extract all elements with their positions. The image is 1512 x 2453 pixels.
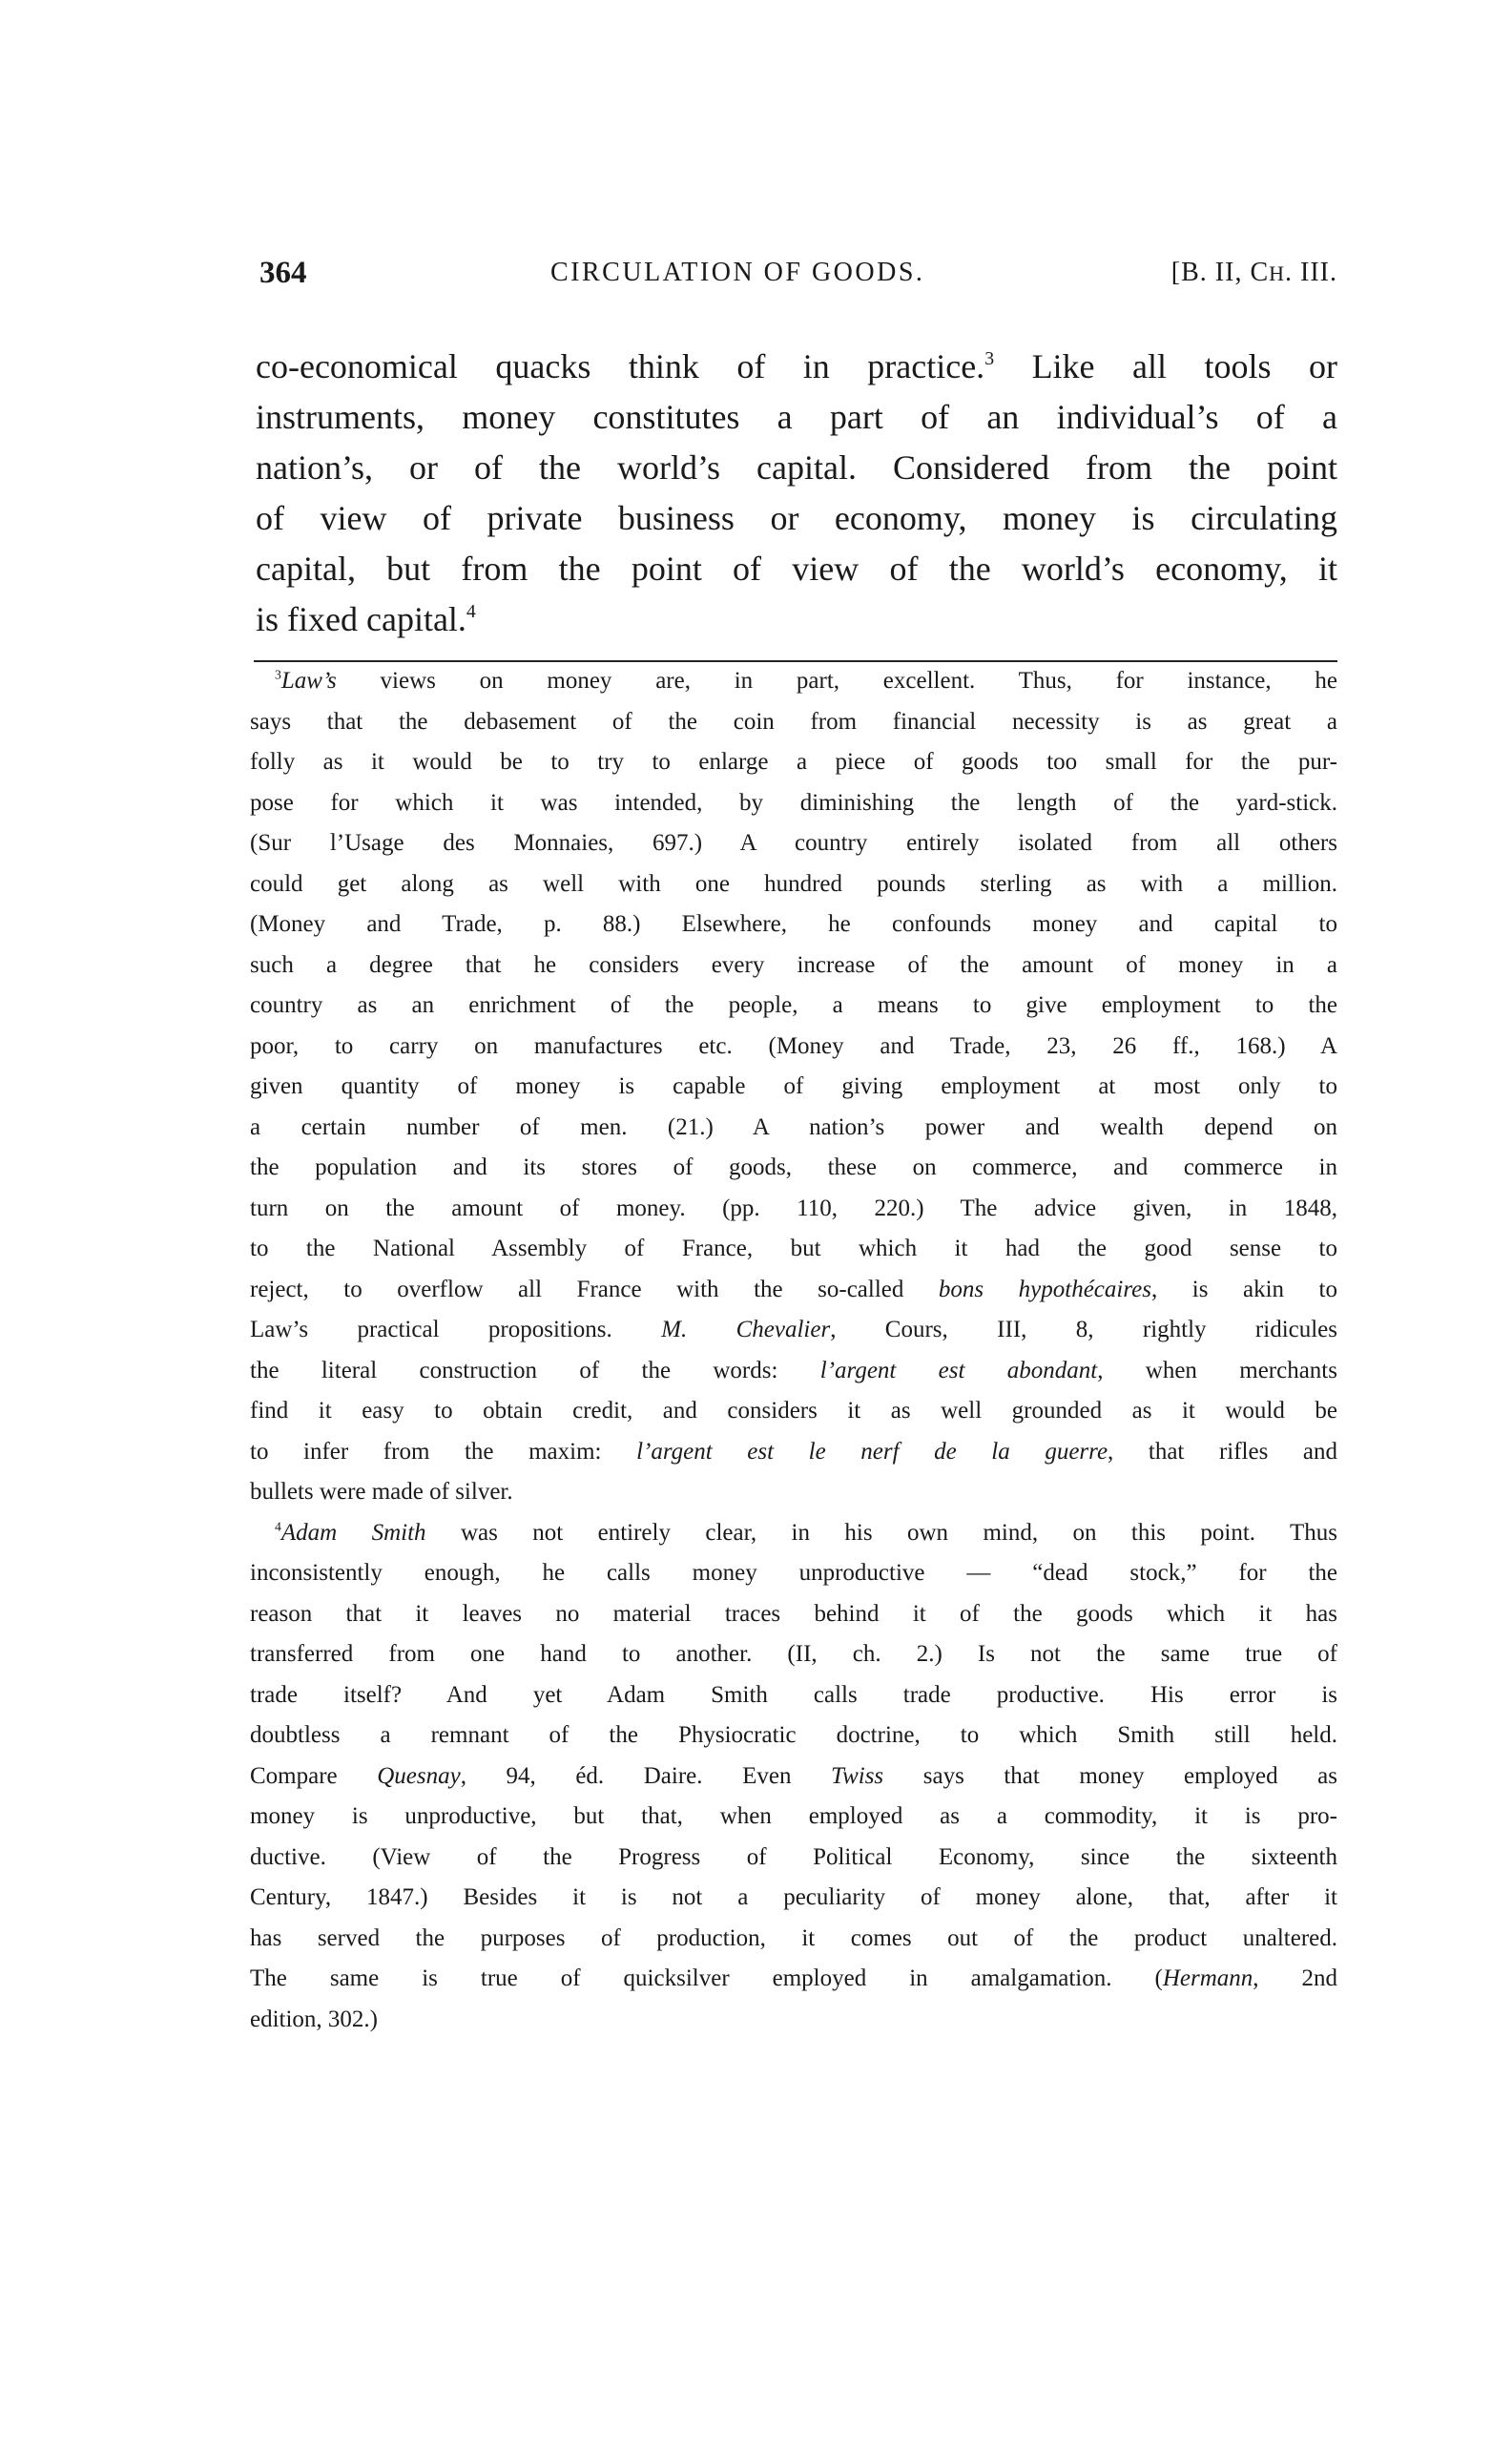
footnote-4-line <box>250 1513 1337 1554</box>
footnote-ref-4[interactable]: 4 <box>466 601 476 623</box>
body-line: instruments, money constitutes a part of an individual’s of a <box>256 398 1337 436</box>
text: to infer from the maxim: <box>250 1438 637 1465</box>
footnote-4-line: Century, 1847.) Besides it is not a peculiarity of money alone, that, after it <box>250 1884 1337 1910</box>
section-smallcap: H <box>1269 261 1286 285</box>
text: , 2nd <box>1253 1965 1338 1991</box>
footnote-3-line: turn on the amount of money. (pp. 110, 220.) The advice given, in 1848, <box>250 1195 1337 1221</box>
section-suffix: . III. <box>1285 258 1337 287</box>
footnote-4-line <box>250 1959 1337 2000</box>
page-number: 364 <box>259 256 307 290</box>
text: Like all tools or <box>994 347 1337 385</box>
text: was not entirely clear, in his own mind, on this point. Thus <box>425 1519 1337 1546</box>
chapter-title: CIRCULATION OF GOODS. <box>550 258 925 287</box>
author-name: Adam Smith <box>280 1519 426 1546</box>
footnote-4-line: reason that it leaves no material traces behind it of the goods which it has <box>250 1600 1337 1627</box>
author-name: Quesnay <box>377 1762 461 1789</box>
footnote-3-line: (Sur l’Usage des Monnaies, 697.) A country entirely isolated from all others <box>250 830 1337 856</box>
footnote-3-line: bullets were made of silver. <box>250 1479 513 1505</box>
body-line: of view of private business or economy, money is circulating <box>256 499 1337 537</box>
italic-term: bons hypothécaires <box>938 1276 1151 1302</box>
footnote-3-line <box>250 1432 1337 1473</box>
footnote-4-line: inconsistently enough, he calls money unproductive — “dead stock,” for the <box>250 1560 1337 1586</box>
body-line: capital, but from the point of view of the world’s economy, it <box>256 550 1337 588</box>
text: , that rifles and <box>1108 1438 1337 1465</box>
footnote-marker-3: 3 <box>275 667 281 682</box>
footnotes <box>250 661 1337 2040</box>
footnote-3-line: pose for which it was intended, by diminishing the length of the yard-stick. <box>250 789 1337 816</box>
text: , Cours, III, 8, rightly ridicules <box>830 1317 1338 1342</box>
italic-quote: l’argent est le nerf de la guerre <box>636 1438 1108 1465</box>
footnote-3-line: the population and its stores of goods, these on commerce, and commerce in <box>250 1154 1337 1180</box>
footnote-3-line <box>250 1310 1337 1351</box>
section-prefix: [B. II, C <box>1170 258 1270 287</box>
footnote-3-line: given quantity of money is capable of giving employment at most only to <box>250 1073 1337 1099</box>
footnote-3-line <box>250 661 1337 702</box>
footnote-4-line: trade itself? And yet Adam Smith calls trade productive. His error is <box>250 1681 1337 1708</box>
main-paragraph <box>256 342 1337 645</box>
body-line <box>256 342 1337 392</box>
author-name: Hermann <box>1162 1965 1253 1991</box>
footnote-3-line: (Money and Trade, p. 88.) Elsewhere, he confounds money and capital to <box>250 911 1337 937</box>
running-head <box>259 256 1337 294</box>
footnote-3-line: country as an enrichment of the people, a means to give employment to the <box>250 992 1337 1018</box>
footnote-4-line <box>250 1757 1337 1798</box>
body-line: nation’s, or of the world’s capital. Considered from the point <box>256 448 1337 487</box>
footnote-3-line: poor, to carry on manufactures etc. (Money and Trade, 23, 26 ff., 168.) A <box>250 1032 1337 1059</box>
footnote-3-line: such a degree that he considers every increase of the amount of money in a <box>250 951 1337 978</box>
text: co-economical quacks think of in practice. <box>256 347 985 385</box>
footnote-3-line <box>250 1351 1337 1392</box>
footnote-3-line: could get along as well with one hundred pounds sterling as with a million. <box>250 870 1337 897</box>
text: , when merchants <box>1097 1357 1337 1383</box>
footnote-4-line: money is unproductive, but that, when employed as a commodity, it is pro- <box>250 1803 1337 1829</box>
text: Law’s practical propositions. <box>250 1317 662 1342</box>
author-name: Twiss <box>831 1762 884 1789</box>
footnote-3-line: to the National Assembly of France, but which it had the good sense to <box>250 1236 1337 1261</box>
text: views on money are, in part, excellent. Thus, for instance, he <box>336 668 1337 694</box>
text: , is akin to <box>1150 1276 1337 1302</box>
footnote-3-line: says that the debasement of the coin from financial necessity is as great a <box>250 708 1337 735</box>
italic-quote: l’argent est abondant <box>819 1357 1098 1383</box>
text: Compare <box>250 1762 378 1789</box>
footnote-4-line: ductive. (View of the Progress of Political Economy, since the sixteenth <box>250 1843 1337 1870</box>
footnote-3-line: a certain number of men. (21.) A nation’s power and wealth depend on <box>250 1113 1337 1140</box>
footnote-4-line: transferred from one hand to another. (II, ch. 2.) Is not the same true of <box>250 1641 1337 1667</box>
author-name: Law’s <box>280 668 337 694</box>
footnote-marker-4: 4 <box>275 1518 281 1533</box>
text: reject, to overflow all France with the so-called <box>250 1276 939 1302</box>
text: is fixed capital. <box>256 600 466 638</box>
footnote-3-line <box>250 1270 1337 1311</box>
footnote-3-line: find it easy to obtain credit, and considers it as well grounded as it would be <box>250 1398 1337 1424</box>
footnote-4-line: edition, 302.) <box>250 2006 379 2032</box>
section-reference <box>1171 258 1337 288</box>
text: says that money employed as <box>883 1762 1338 1789</box>
footnote-3-line: folly as it would be to try to enlarge a piece of goods too small for the pur- <box>250 749 1337 775</box>
body-line <box>256 594 1337 645</box>
text: the literal construction of the words: <box>250 1357 820 1383</box>
footnote-4-line: has served the purposes of production, it comes out of the product unaltered. <box>250 1924 1337 1951</box>
text: , 94, éd. Daire. Even <box>460 1762 832 1789</box>
text: The same is true of quicksilver employed in amalgamation. ( <box>250 1965 1163 1991</box>
author-name: M. Chevalier <box>661 1317 831 1342</box>
footnote-4-line: doubtless a remnant of the Physiocratic doctrine, to which Smith still held. <box>250 1722 1337 1748</box>
footnote-ref-3[interactable]: 3 <box>984 348 995 370</box>
